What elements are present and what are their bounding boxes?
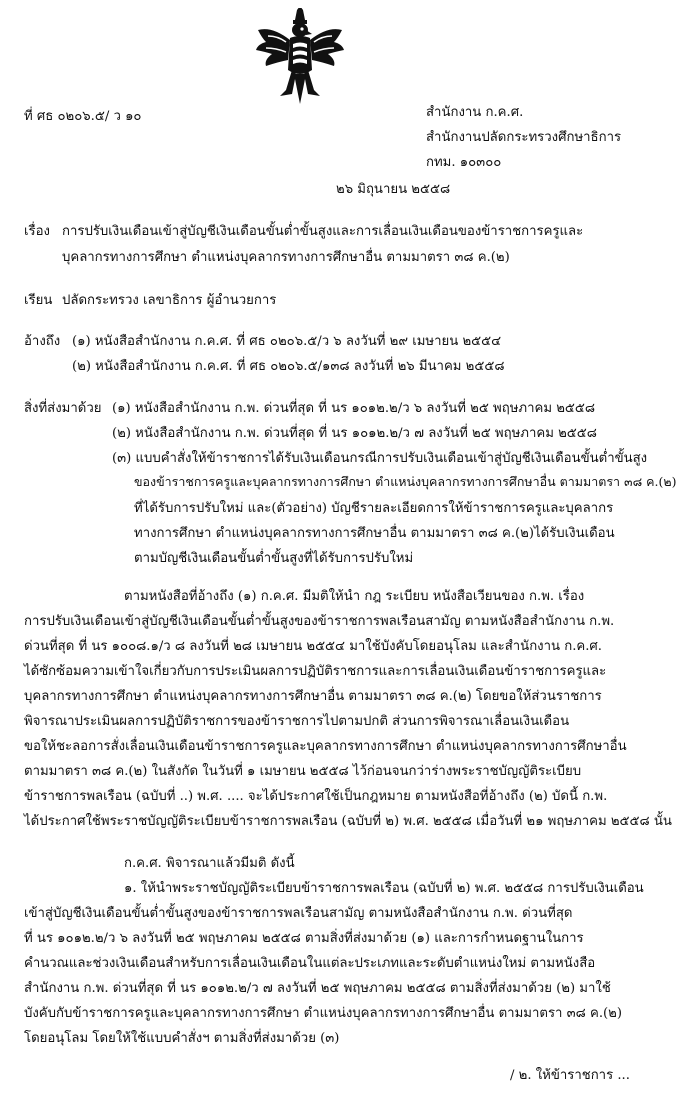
- enclosure-item-3-line-5: ตามบัญชีเงินเดือนขั้นต่ำขั้นสูงที่ได้รับการปรับใหม่: [134, 551, 414, 566]
- salutation-label: เรียน: [24, 293, 53, 308]
- body-paragraph-2-intro: ก.ค.ศ. พิจารณาแล้วมีมติ ดังนี้: [124, 856, 295, 871]
- enclosure-item-1: (๑) หนังสือสำนักงาน ก.พ. ด่วนที่สุด ที่ นร ๑๐๑๒.๒/ว ๖ ลงวันที่ ๒๕ พฤษภาคม ๒๕๕๘: [112, 401, 596, 416]
- enclosure-item-3-line-3: ที่ได้รับการปรับใหม่ และ(ตัวอย่าง) บัญชีรายละเอียดการให้ข้าราชการครูและบุคลากร: [134, 501, 614, 516]
- document-date: ๒๖ มิถุนายน ๒๕๕๘: [336, 182, 451, 197]
- subject-line-2: บุคลากรทางการศึกษา ตำแหน่งบุคลากรทางการศึกษาอื่น ตามมาตรา ๓๘ ค.(๒): [62, 250, 510, 265]
- body-paragraph-1-line-2: การปรับเงินเดือนเข้าสู่บัญชีเงินเดือนขั้นต่ำขั้นสูงของข้าราชการพลเรือนสามัญ ตามหนังสือสำนักงาน ก.พ.: [24, 614, 615, 629]
- document-number: ที่ ศธ ๐๒๐๖.๕/ ว ๑๐: [24, 109, 142, 124]
- body-paragraph-2-line-5: สำนักงาน ก.พ. ด่วนที่สุด ที่ นร ๑๐๑๒.๒/ว ๗ ลงวันที่ ๒๕ พฤษภาคม ๒๕๕๘ ตามสิ่งที่ส่งมาด้วย (๒) มาใช้: [24, 981, 611, 996]
- enclosure-item-3-line-2: ของข้าราชการครูและบุคลากรทางการศึกษา ตำแหน่งบุคลากรทางการศึกษาอื่น ตามมาตรา ๓๘ ค.(๒): [134, 474, 677, 489]
- body-paragraph-1-line-7: ขอให้ชะลอการสั่งเลื่อนเงินเดือนข้าราชการครูและบุคลากรทางการศึกษา ตำแหน่งบุคลากรทางการศึกษาอื่น: [24, 739, 627, 754]
- office-line-2: สำนักงานปลัดกระทรวงศึกษาธิการ: [426, 130, 622, 145]
- reference-label: อ้างถึง: [24, 334, 61, 349]
- body-paragraph-1-line-10: ได้ประกาศใช้พระราชบัญญัติระเบียบข้าราชการพลเรือน (ฉบับที่ ๒) พ.ศ. ๒๕๕๘ เมื่อวันที่ ๒๑ พฤษภาคม ๒๕๕๘ นั้น: [24, 814, 672, 829]
- body-paragraph-2-line-7: โดยอนุโลม โดยให้ใช้แบบคำสั่งฯ ตามสิ่งที่ส่งมาด้วย (๓): [24, 1031, 340, 1046]
- body-paragraph-1-line-3: ด่วนที่สุด ที่ นร ๑๐๐๘.๑/ว ๘ ลงวันที่ ๒๘ เมษายน ๒๕๕๔ มาใช้บังคับโดยอนุโลม และสำนักงาน ก.ค.ศ.: [24, 639, 602, 654]
- enclosure-item-3-line-4: ทางการศึกษา ตำแหน่งบุคลากรทางการศึกษาอื่น ตามมาตรา ๓๘ ค.(๒)ได้รับเงินเดือน: [134, 526, 615, 541]
- body-paragraph-2-line-4: คำนวณและช่วงเงินเดือนสำหรับการเลื่อนเงินเดือนในแต่ละประเภทและระดับตำแหน่งใหม่ ตามหนังสือ: [24, 956, 596, 971]
- body-paragraph-2-line-6: บังคับกับข้าราชการครูและบุคลากรทางการศึกษา ตำแหน่งบุคลากรทางการศึกษาอื่น ตามมาตรา ๓๘ ค.(๒): [24, 1006, 622, 1021]
- body-paragraph-1-line-6: พิจารณาประเมินผลการปฏิบัติราชการของข้าราชการไปตามปกติ ส่วนการพิจารณาเลื่อนเงินเดือน: [24, 714, 570, 729]
- body-paragraph-1-line-5: บุคลากรทางการศึกษา ตำแหน่งบุคลากรทางการศึกษาอื่น ตามมาตรา ๓๘ ค.(๒) โดยขอให้ส่วนราชการ: [24, 689, 602, 704]
- salutation-recipients: ปลัดกระทรวง เลขาธิการ ผู้อำนวยการ: [62, 293, 277, 308]
- office-line-3: กทม. ๑๐๓๐๐: [426, 155, 502, 170]
- enclosure-item-3-line-1: (๓) แบบคำสั่งให้ข้าราชการได้รับเงินเดือนกรณีการปรับเงินเดือนเข้าสู่บัญชีเงินเดือนขั้นต่ำขั้นสูง: [112, 451, 648, 466]
- subject-label: เรื่อง: [24, 224, 50, 239]
- body-paragraph-1-line-9: ข้าราชการพลเรือน (ฉบับที่ ..) พ.ศ. .... จะได้ประกาศใช้เป็นกฎหมาย ตามหนังสือที่อ้างถึง (๒) บัดนี้ ก.พ.: [24, 789, 608, 804]
- office-line-1: สำนักงาน ก.ค.ศ.: [426, 105, 524, 120]
- page-continuation: / ๒. ให้ข้าราชการ ...: [510, 1068, 630, 1083]
- body-paragraph-1-line-4: ได้ซักซ้อมความเข้าใจเกี่ยวกับการประเมินผลการปฏิบัติราชการและการเลื่อนเงินเดือนข้าราชการครูและ: [24, 664, 607, 679]
- body-paragraph-2-line-3: ที่ นร ๑๐๑๒.๒/ว ๖ ลงวันที่ ๒๕ พฤษภาคม ๒๕๕๘ ตามสิ่งที่ส่งมาด้วย (๑) และการกำหนดฐานในการ: [24, 931, 584, 946]
- enclosure-label: สิ่งที่ส่งมาด้วย: [24, 401, 102, 416]
- reference-item-2: (๒) หนังสือสำนักงาน ก.ค.ศ. ที่ ศธ ๐๒๐๖.๕/๑๓๘ ลงวันที่ ๒๖ มีนาคม ๒๕๕๘: [72, 359, 505, 374]
- body-paragraph-1-line-1: ตามหนังสือที่อ้างถึง (๑) ก.ค.ศ. มีมติให้นำ กฎ ระเบียบ หนังสือเวียนของ ก.พ. เรื่อง: [124, 589, 585, 604]
- garuda-emblem-icon: [252, 8, 348, 108]
- subject-line-1: การปรับเงินเดือนเข้าสู่บัญชีเงินเดือนขั้นต่ำขั้นสูงและการเลื่อนเงินเดือนของข้าราชการครูและ: [62, 224, 584, 239]
- body-paragraph-2-line-1: ๑. ให้นำพระราชบัญญัติระเบียบข้าราชการพลเรือน (ฉบับที่ ๒) พ.ศ. ๒๕๕๘ การปรับเงินเดือน: [124, 881, 644, 896]
- body-paragraph-1-line-8: ตามมาตรา ๓๘ ค.(๒) ในสังกัด ในวันที่ ๑ เมษายน ๒๕๕๘ ไว้ก่อนจนกว่าร่างพระราชบัญญัติระเบียบ: [24, 764, 582, 779]
- enclosure-item-2: (๒) หนังสือสำนักงาน ก.พ. ด่วนที่สุด ที่ นร ๑๐๑๒.๒/ว ๗ ลงวันที่ ๒๕ พฤษภาคม ๒๕๕๘: [112, 426, 597, 441]
- reference-item-1: (๑) หนังสือสำนักงาน ก.ค.ศ. ที่ ศธ ๐๒๐๖.๕/ว ๖ ลงวันที่ ๒๙ เมษายน ๒๕๕๔: [72, 334, 502, 349]
- body-paragraph-2-line-2: เข้าสู่บัญชีเงินเดือนขั้นต่ำขั้นสูงของข้าราชการพลเรือนสามัญ ตามหนังสือสำนักงาน ก.พ. ด่วนที่สุด: [24, 906, 573, 921]
